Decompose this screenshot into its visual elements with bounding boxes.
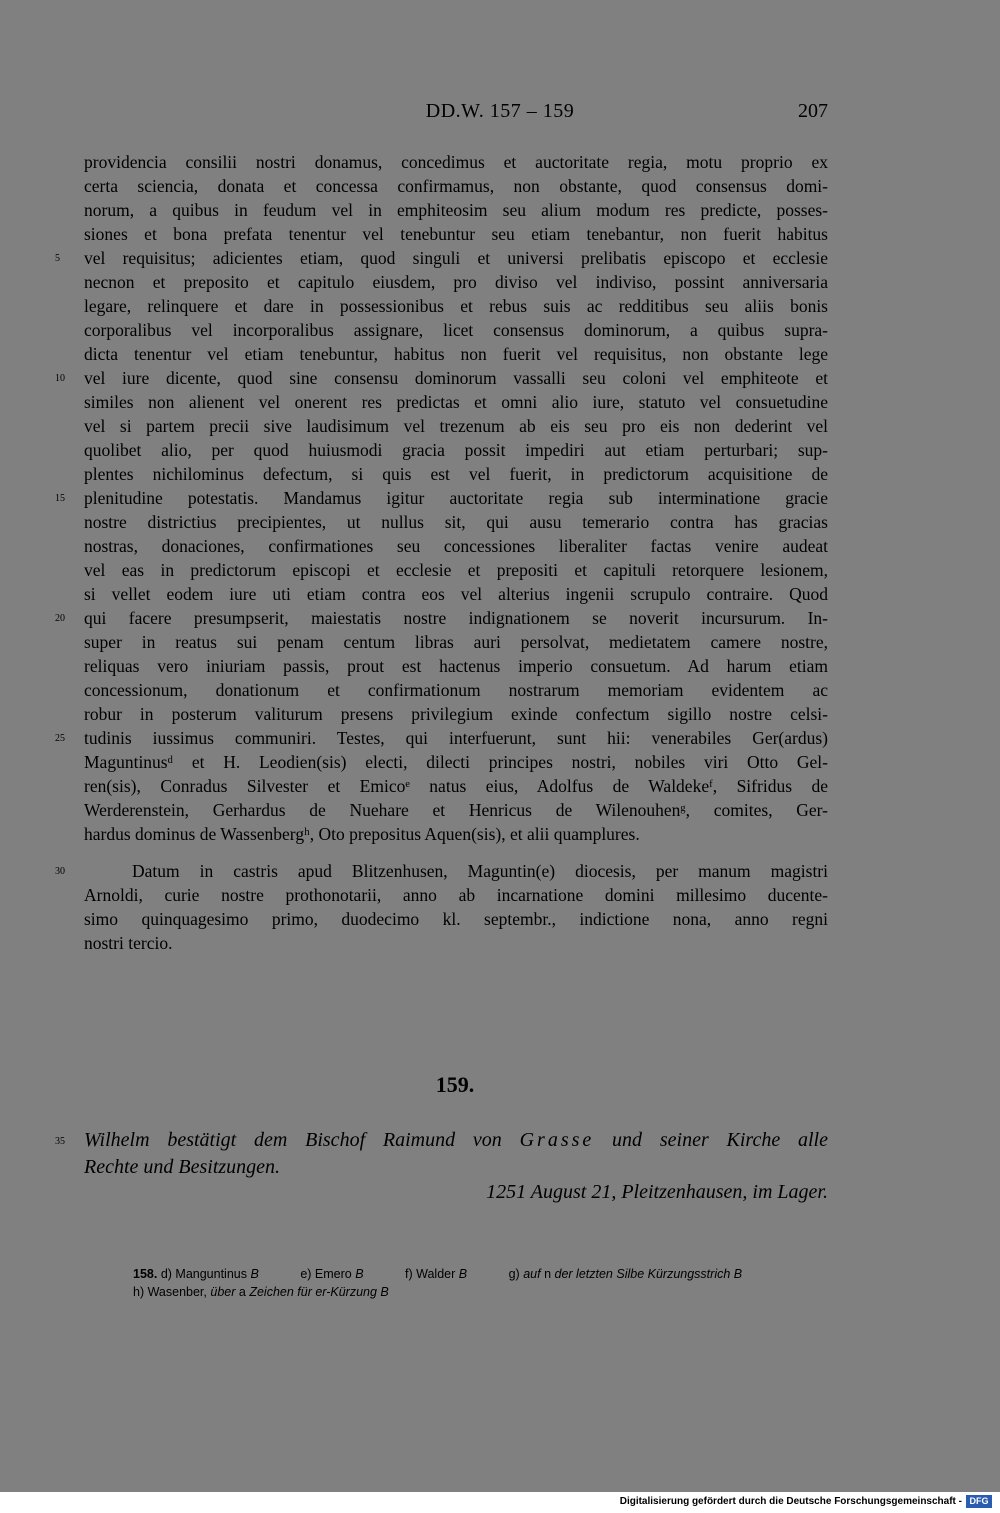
text-line [84,774,828,798]
text-line [84,558,828,582]
text-line [55,246,828,270]
text-line [84,798,828,822]
line-text: quolibet alio, per quod huiusmodi gracia possit impediri aut etiam perturbari; sup- [84,440,828,460]
footnote-text: über [210,1285,236,1299]
line-text: hardus dominus de Wassenbergʰ, Oto prepositus Aquen(sis), et alii quamplures. [84,824,640,844]
line-text: robur in posterum valiturum presens privilegium exinde confectum sigillo nostre celsi- [84,704,828,724]
line-text: corporalibus vel incorporalibus assignare, licet consensus dominorum, a quibus supra- [84,320,828,340]
digitization-footer [0,1492,1000,1513]
text-line [84,414,828,438]
text-line [84,582,828,606]
footnote-text: a [238,1285,246,1299]
footnote-text: der letzten Silbe Kürzungsstrich B [554,1267,743,1281]
line-text: ren(sis), Conradus Silvester et Emicoᵉ natus eius, Adolfus de Waldekeᶠ, Sifridus de [84,776,828,796]
line-text: plenitudine potestatis. Mandamus igitur auctoritate regia sub interminatione gracie [84,488,828,508]
line-text: siones et bona prefata tenentur vel tenebuntur seu etiam tenebantur, non fuerit habitus [84,224,828,244]
line-text: vel si partem precii sive laudisimum vel trezenum ab eis seu pro eis non dederint vel [84,416,828,436]
text-line [84,198,828,222]
datum-clause [55,859,828,955]
line-text: nostras, donaciones, confirmationes seu concessiones liberaliter factas venire audeat [84,536,828,556]
summary-text: Wilhelm bestätigt dem Bischof Raimund von [84,1129,520,1151]
line-text: si vellet eodem iure uti etiam contra eos vel alterius ingenii scrupulo contraire. Quod [84,584,828,604]
footnote-row [133,1283,828,1301]
line-number: 15 [55,493,65,504]
text-line [84,174,828,198]
line-text: simo quinquagesimo primo, duodecimo kl. septembr., indictione nona, anno regni [84,909,828,929]
line-text: tudinis iussimus communiri. Testes, qui interfuerunt, sunt hii: venerabiles Ger(ardus) [84,728,828,748]
line-text: vel eas in predictorum episcopi et ecclesie et prepositi et capituli retorquere lesionem, [84,560,828,580]
footnote-text: n [544,1267,552,1281]
line-number: 25 [55,733,65,744]
text-line [84,150,828,174]
datum-line [84,907,828,931]
dfg-logo-icon: DFG [966,1495,992,1508]
line-number: 35 [55,1136,65,1147]
document-number: 159. [435,1072,475,1097]
text-line [84,294,828,318]
line-text: nostre districtius precipientes, ut nullus sit, qui ausu temerario contra has gracias [84,512,828,532]
datum-line [84,931,828,955]
line-text: nostri tercio. [84,933,173,953]
footnote-e: e) Emero [300,1267,352,1281]
line-text: dicta tenentur vel etiam tenebuntur, habitus non fuerit vel requisitus, non obstante lege [84,344,828,364]
text-line [84,702,828,726]
footnote-row [133,1265,828,1283]
line-text: super in reatus sui penam centum libras auri persolvat, medietatem camere nostre, [84,632,828,652]
line-number: 10 [55,373,65,384]
line-text: similes non alienent vel onerent res predictas et omni alio iure, statuto vel consuetudine [84,392,828,412]
line-text: vel requisitus; adicientes etiam, quod singuli et universi prelibatis episcopo et ecclesie [84,248,828,268]
text-line [55,366,828,390]
line-text: vel iure dicente, quod sine consensu dominorum vassalli seu coloni vel emphiteote et [84,368,828,388]
text-line [84,654,828,678]
footnote-ref: 158. [133,1267,158,1281]
text-line [84,750,828,774]
text-line [84,390,828,414]
line-text: Maguntinusᵈ et H. Leodien(sis) electi, dilecti principes nostri, nobiles viri Otto Gel- [84,752,828,772]
footnote-h: h) Wasenber, [133,1285,207,1299]
text-line [55,486,828,510]
summary-name-spaced: Grasse [519,1129,595,1151]
text-line [55,606,828,630]
summary-text: und seiner Kirche alle [594,1129,828,1151]
line-text: Datum in castris apud Blitzenhusen, Maguntin(e) diocesis, per manum magistri [132,861,828,881]
line-text: certa sciencia, donata et concessa confirmamus, non obstante, quod consensus domi- [84,176,828,196]
page-number: 207 [798,100,828,122]
line-text: Werderenstein, Gerhardus de Nuehare et Henricus de Wilenouhenᵍ, comites, Ger- [84,800,828,820]
datum-line [84,883,828,907]
line-number: 5 [55,253,60,264]
line-text: providencia consilii nostri donamus, concedimus et auctoritate regia, motu proprio ex [84,152,828,172]
footnote-text: auf [523,1267,541,1281]
text-line [84,630,828,654]
text-line [84,342,828,366]
text-line [84,678,828,702]
line-number: 30 [55,866,65,877]
digitization-notice: Digitalisierung gefördert durch die Deutsche Forschungsgemeinschaft - [619,1496,962,1507]
footnote-source: B [250,1267,259,1281]
text-line [84,222,828,246]
footnote-text: Zeichen für er-Kürzung B [249,1285,389,1299]
footnote-g: g) [508,1267,520,1281]
line-text: plentes nichilominus defectum, si quis est vel fuerit, in predictorum acquisitione de [84,464,828,484]
line-text: legare, relinquere et dare in possessionibus et rebus suis ac redditibus seu aliis bonis [84,296,828,316]
text-line [84,270,828,294]
critical-apparatus [133,1265,828,1301]
datum-line [55,859,828,883]
line-number: 20 [55,613,65,624]
summary-line-1 [55,1127,828,1154]
text-line [84,534,828,558]
line-text: necnon et preposito et capitulo eiusdem, pro diviso vel indiviso, possint anniversaria [84,272,828,292]
footnote-f: f) Walder [405,1267,456,1281]
text-line [84,510,828,534]
footnote-source: B [458,1267,468,1281]
footnote-source: B [355,1267,364,1281]
line-text: qui facere presumpserit, maiestatis nostre indignationem se noverit incursurum. In- [84,608,828,628]
charter-text [55,150,828,846]
line-text: reliquas vero iniuriam passis, prout est hactenus imperio consuetum. Ad harum etiam [84,656,828,676]
regest-summary [55,1127,828,1181]
text-line [84,822,828,846]
line-text: Arnoldi, curie nostre prothonotarii, anno ab incarnatione domini millesimo ducente- [84,885,828,905]
date-place-line: 1251 August 21, Pleitzenhausen, im Lager. [486,1181,828,1203]
summary-line-2: Rechte und Besitzungen. [84,1156,281,1178]
text-line [55,726,828,750]
text-line [84,438,828,462]
line-text: concessionum, donationum et confirmationum nostrarum memoriam evidentem ac [84,680,828,700]
footnote-d: d) Manguntinus [160,1267,247,1281]
running-title: DD.W. 157 – 159 [425,100,575,122]
text-line [84,462,828,486]
text-line [84,318,828,342]
line-text: norum, a quibus in feudum vel in emphiteosim seu alium modum res predicte, posses- [84,200,828,220]
